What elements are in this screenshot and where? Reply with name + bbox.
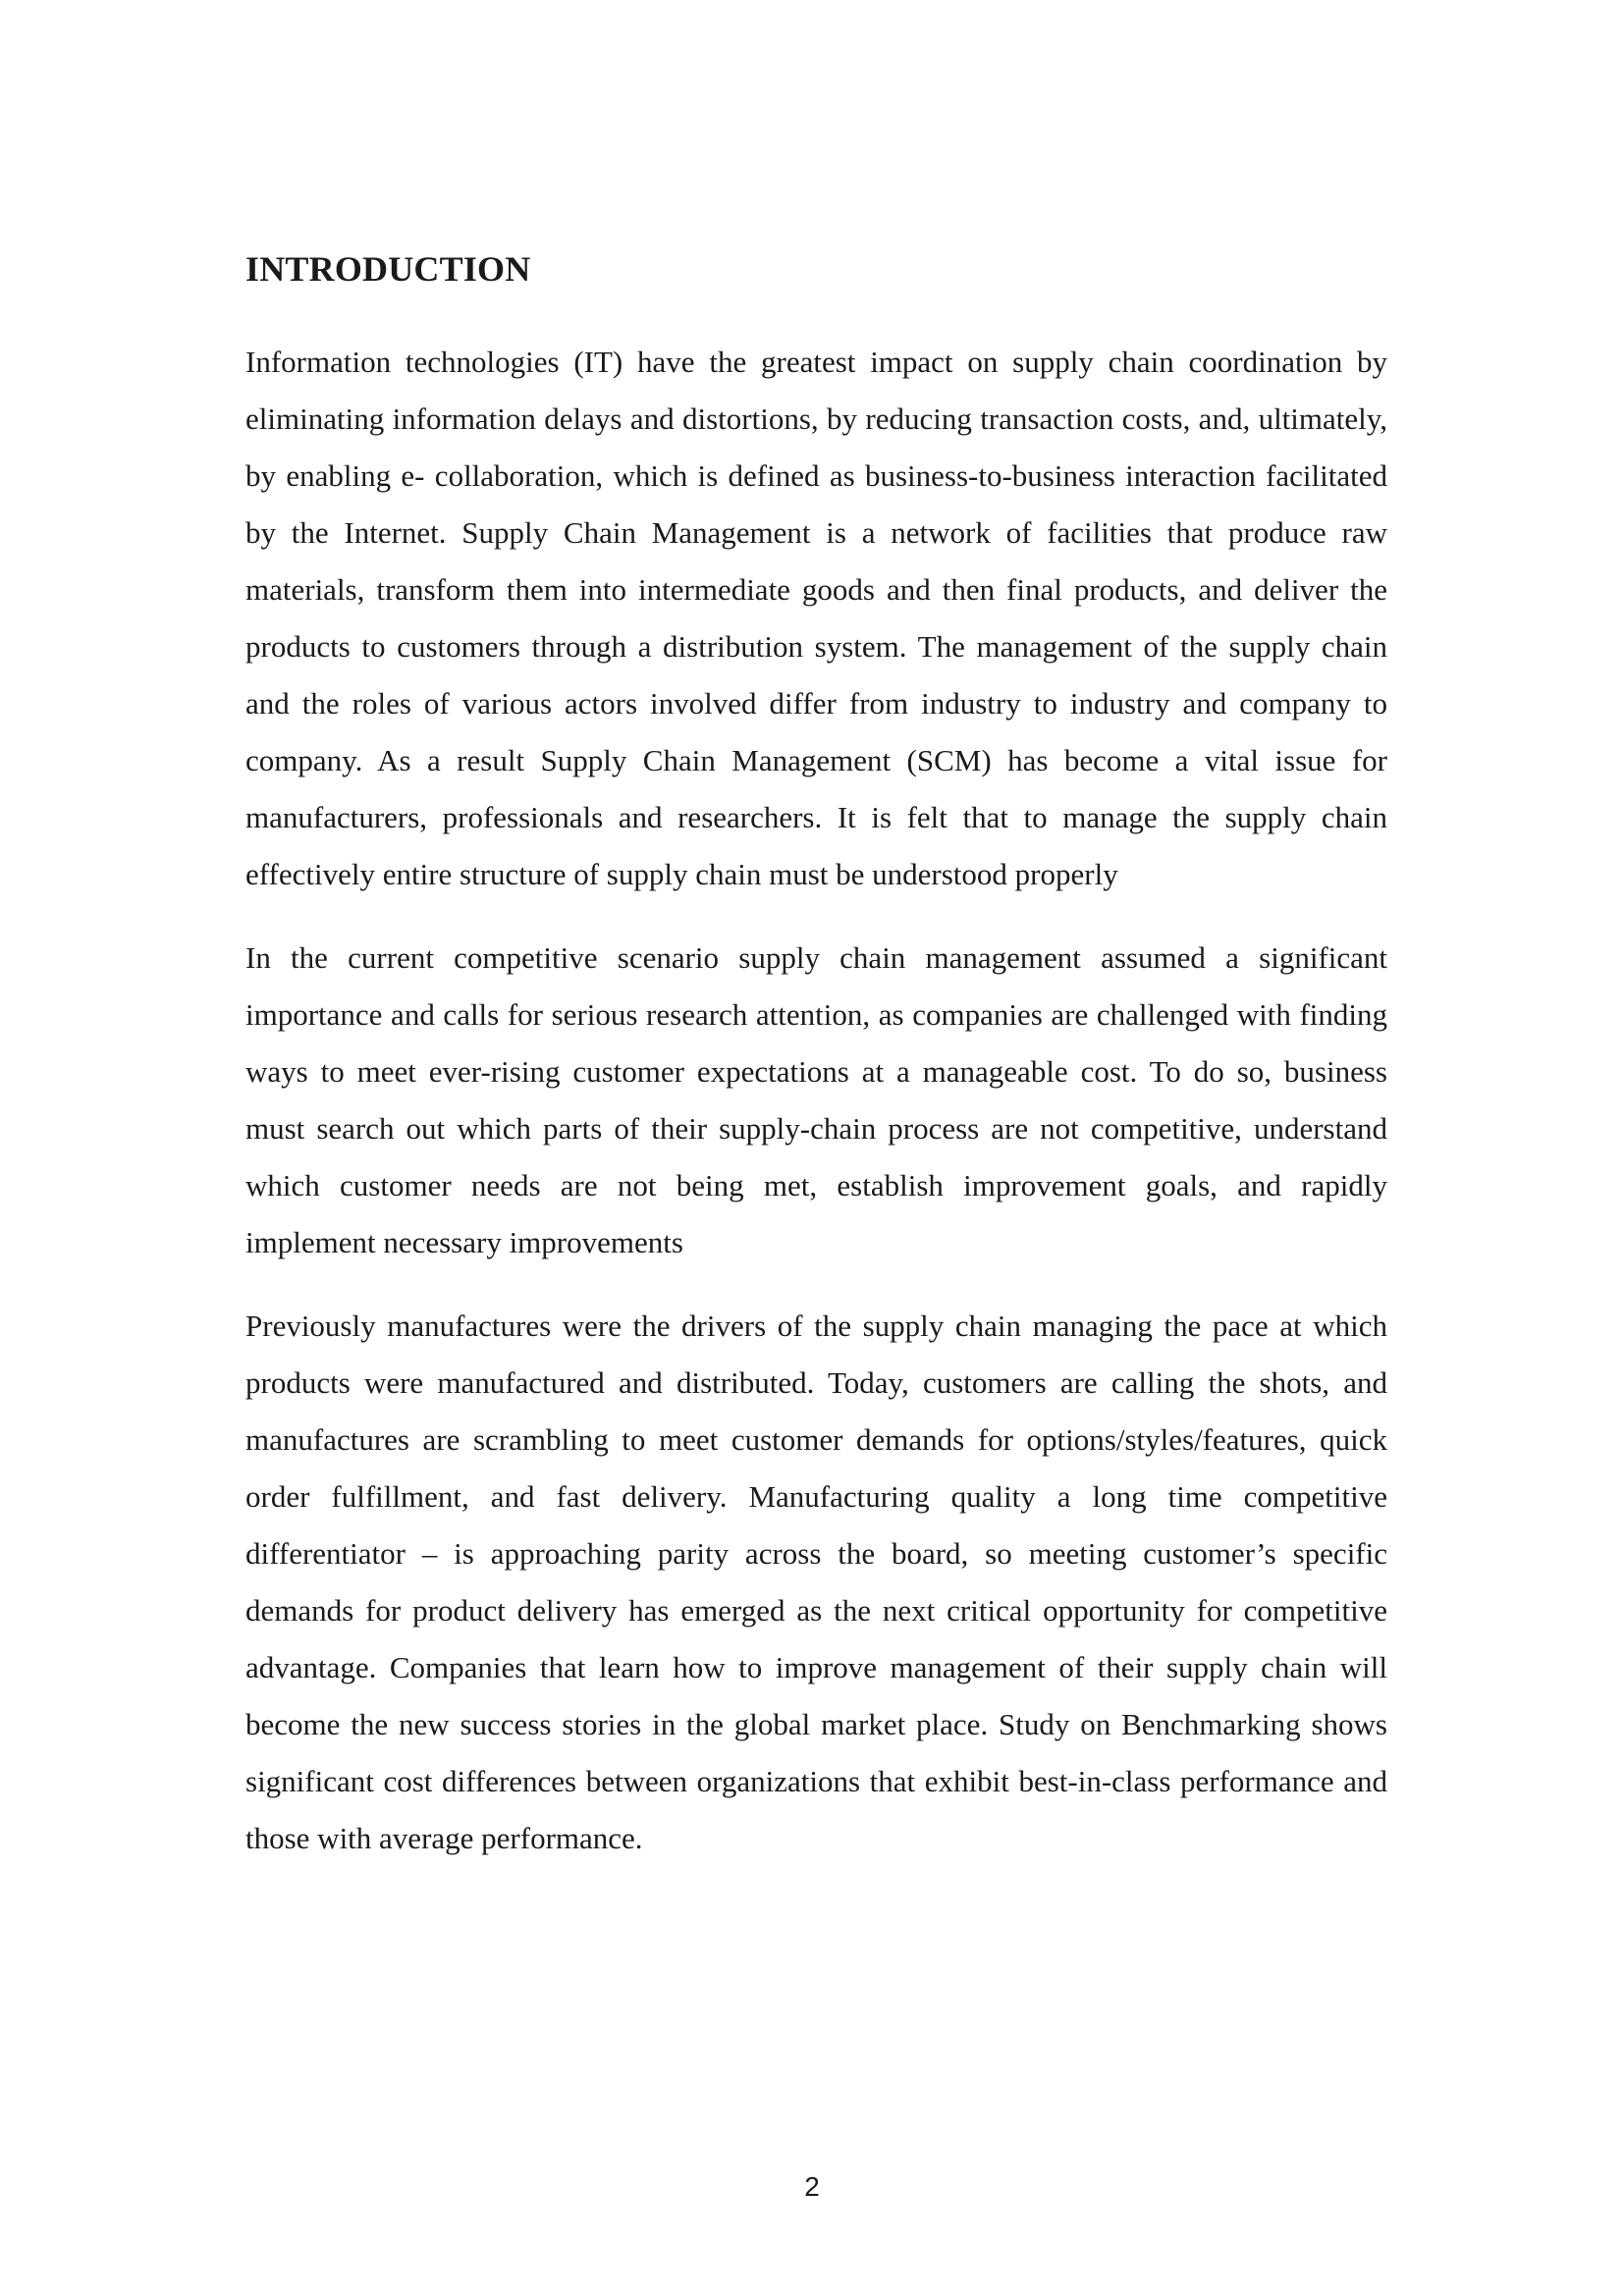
section-heading: INTRODUCTION	[245, 249, 531, 289]
paragraph-1: Information technologies (IT) have the greatest impact on supply chain coordination by eliminating information delays and distortions, by reducing transaction costs, and, ultimately, by enabling e- collaboration, which is defined as business-to-business interaction facilitated by the Internet. Supply Chain Management is a network of facilities that produce raw materials, transform them into intermediate goods and then final products, and deliver the products to customers through a distribution system. The management of the supply chain and the roles of various actors involved differ from industry to industry and company to company. As a result Supply Chain Management (SCM) has become a vital issue for manufacturers, professionals and researchers. It is felt that to manage the supply chain effectively entire structure of supply chain must be understood properly	[245, 345, 1387, 891]
paragraph-2: In the current competitive scenario supply chain management assumed a significant importance and calls for serious research attention, as companies are challenged with finding ways to meet ever-rising customer expectations at a manageable cost. To do so, business must search out which parts of their supply-chain process are not competitive, understand which customer needs are not being met, establish improvement goals, and rapidly implement necessary improvements	[245, 940, 1387, 1259]
paragraph-3: Previously manufactures were the drivers of the supply chain managing the pace at which products were manufactured and distributed. Today, customers are calling the shots, and manufactures are scrambling to meet customer demands for options/styles/features, quick order fulfillment, and fast delivery. Manufacturing quality a long time competitive differentiator – is approaching parity across the board, so meeting customer’s specific demands for product delivery has emerged as the next critical opportunity for competitive advantage. Companies that learn how to improve management of their supply chain will become the new success stories in the global market place. Study on Benchmarking shows significant cost differences between organizations that exhibit best-in-class performance and those with average performance.	[245, 1308, 1387, 1855]
page-number: 2	[804, 2171, 820, 2202]
page-body	[245, 243, 1387, 1894]
